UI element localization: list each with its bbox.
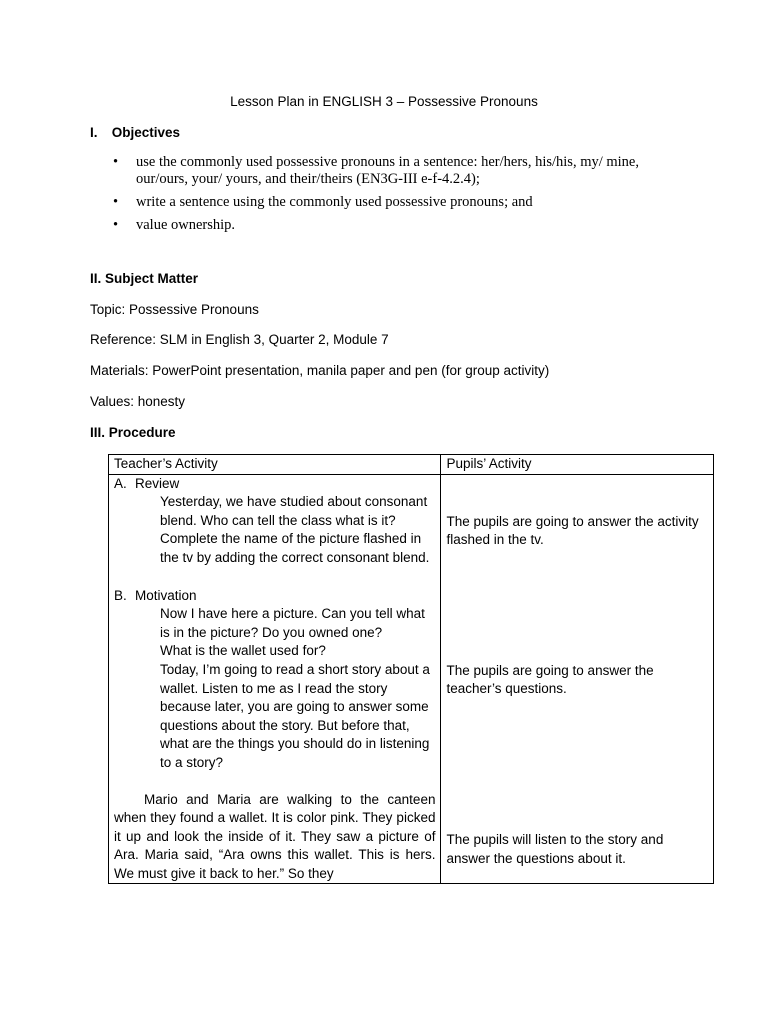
motivation-label: Motivation [135,587,197,603]
table-header-row [109,455,714,475]
review-section [114,475,435,494]
review-pupils-text: The pupils are going to answer the activity flashed in the tv. [446,513,699,548]
objectives-list [113,154,683,240]
subject-matter-heading: II. Subject Matter [90,271,199,286]
objectives-heading [90,125,180,140]
motivation-letter: B. [114,587,127,603]
motivation-text-3: Today, I’m going to read a short story about a wallet. Listen to me as I read the story because later, you are going to answer some questions about the story. But before that, what are the things you should do in listening to a story? [160,661,430,770]
objectives-heading-label: Objectives [111,125,181,140]
teacher-activity-cell [109,474,441,884]
procedure-heading: III. Procedure [90,425,176,440]
review-letter: A. [114,475,127,491]
reference-line: Reference: SLM in English 3, Quarter 2, Module 7 [90,332,389,347]
review-text-2: Complete the name of the picture flashed in the tv by adding the correct consonant blend. [160,531,430,565]
list-item: • value ownership. [113,217,236,233]
objectives-number: I. [90,125,98,140]
page-title: Lesson Plan in ENGLISH 3 – Possessive Pronouns [230,94,538,109]
review-label: Review [135,475,180,491]
procedure-table [108,454,714,884]
motivation-section [114,587,435,606]
list-item: • write a sentence using the commonly used possessive pronouns; and [113,194,533,210]
table-row [109,474,714,884]
story-text: Mario and Maria are walking to the canteen when they found a wallet. It is color pink. They picked it up and look the inside of it. They saw a picture of Ara. Maria said, “Ara owns this wallet. This is hers. We must give it back to her.” So they [114,791,436,881]
topic-line: Topic: Possessive Pronouns [90,302,259,317]
pupils-column-header: Pupils’ Activity [441,455,714,475]
review-text-1: Yesterday, we have studied about consonant blend. Who can tell the class what is it? [160,494,428,528]
materials-line: Materials: PowerPoint presentation, manila paper and pen (for group activity) [90,363,550,378]
motivation-pupils-text: The pupils are going to answer the teacher’s questions. [446,662,654,697]
list-item: • use the commonly used possessive pronouns in a sentence: her/hers, his/his, my/ mine, our/ours, your/ yours, and their/theirs (EN3G-III e-f-4.2.4); [113,154,639,187]
motivation-text-2: What is the wallet used for? [160,643,326,659]
values-line: Values: honesty [90,394,186,409]
teacher-column-header: Teacher’s Activity [109,455,441,475]
story-pupils-text: The pupils will listen to the story and answer the questions about it. [446,831,664,866]
motivation-text-1: Now I have here a picture. Can you tell what is in the picture? Do you owned one? [160,606,425,640]
pupils-activity-cell [441,474,714,884]
